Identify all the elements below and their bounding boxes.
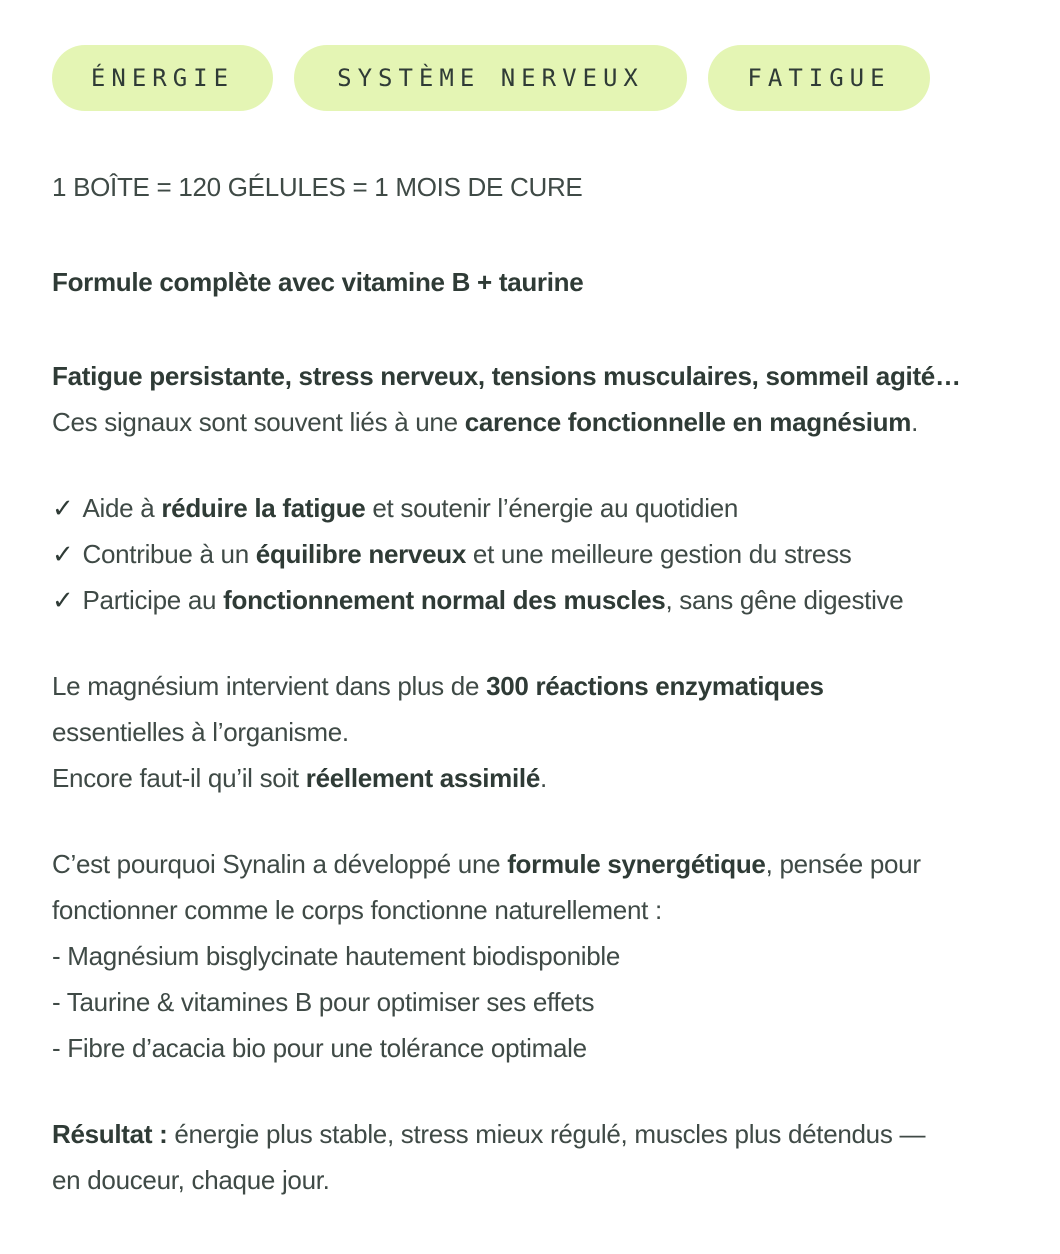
result-paragraph	[52, 1111, 1012, 1203]
check-icon: ✓	[52, 585, 74, 615]
intro-paragraph	[52, 353, 1012, 445]
tag-list	[52, 45, 1012, 111]
signals-line: Ces signaux sont souvent liés à une carence fonctionnelle en magnésium.	[52, 407, 918, 437]
benefit-list	[52, 485, 1012, 623]
synergy-line-2: fonctionner comme le corps fonctionne naturellement :	[52, 895, 662, 925]
result-line-1: Résultat : énergie plus stable, stress mieux régulé, muscles plus détendus —	[52, 1119, 926, 1149]
benefit-item: ✓ Contribue à un équilibre nerveux et une meilleure gestion du stress	[52, 539, 852, 569]
symptoms-line: Fatigue persistante, stress nerveux, tensions musculaires, sommeil agité…	[52, 361, 961, 391]
result-label: Résultat :	[52, 1119, 168, 1149]
benefit-item: ✓ Participe au fonctionnement normal des muscles, sans gêne digestive	[52, 585, 904, 615]
enzyme-line-2: essentielles à l’organisme.	[52, 717, 349, 747]
product-description	[52, 45, 1012, 1203]
ingredient-item: - Taurine & vitamines B pour optimiser ses effets	[52, 987, 595, 1017]
ingredient-item: - Fibre d’acacia bio pour une tolérance optimale	[52, 1033, 587, 1063]
tag-fatigue[interactable]: FATIGUE	[708, 45, 930, 111]
tag-systeme-nerveux[interactable]: SYSTÈME NERVEUX	[294, 45, 687, 111]
synergy-line-1: C’est pourquoi Synalin a développé une formule synergétique, pensée pour	[52, 849, 921, 879]
enzyme-paragraph	[52, 663, 1012, 801]
synergy-paragraph	[52, 841, 1012, 1071]
box-info: 1 BOÎTE = 120 GÉLULES = 1 MOIS DE CURE	[52, 172, 583, 202]
check-icon: ✓	[52, 493, 74, 523]
tag-energie[interactable]: ÉNERGIE	[52, 45, 273, 111]
ingredient-item: - Magnésium bisglycinate hautement biodisponible	[52, 941, 621, 971]
enzyme-line-1: Le magnésium intervient dans plus de 300 réactions enzymatiques	[52, 671, 824, 701]
result-line-2: en douceur, chaque jour.	[52, 1165, 330, 1195]
enzyme-line-3: Encore faut-il qu’il soit réellement assimilé.	[52, 763, 547, 793]
formula-title: Formule complète avec vitamine B + taurine	[52, 267, 584, 297]
check-icon: ✓	[52, 539, 74, 569]
benefit-item: ✓ Aide à réduire la fatigue et soutenir l’énergie au quotidien	[52, 493, 739, 523]
